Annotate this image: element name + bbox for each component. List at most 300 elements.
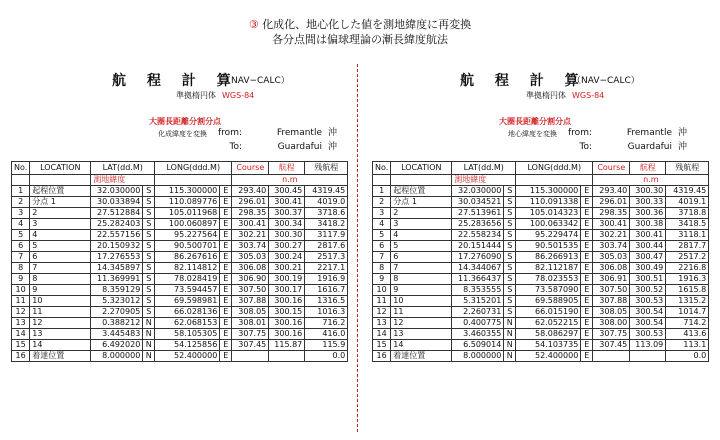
row-distance: 300.52 — [630, 285, 666, 296]
row-ns: S — [143, 263, 155, 274]
row-long: 78.028419 — [155, 274, 220, 285]
col-header-no: No. — [373, 162, 391, 175]
row-lat: 17.276090 — [452, 252, 504, 263]
table-row — [373, 219, 709, 230]
row-course: 306.90 — [232, 274, 269, 285]
method-label: 大圏長距離分割分点 — [499, 117, 571, 126]
subheader-blank — [516, 175, 593, 186]
row-lat: 6.509014 — [452, 340, 504, 351]
row-ew: E — [581, 219, 593, 230]
col-header-lat: LAT(dd.M) — [452, 162, 516, 175]
table-row — [12, 186, 348, 197]
table-row — [373, 296, 709, 307]
row-no: 2 — [12, 197, 30, 208]
row-no: 1 — [373, 186, 391, 197]
row-distance — [630, 351, 666, 362]
row-ns: S — [504, 241, 516, 252]
row-long: 58.086297 — [516, 329, 581, 340]
row-lat: 25.283656 — [452, 219, 504, 230]
row-long: 90.500701 — [155, 241, 220, 252]
row-no: 2 — [373, 197, 391, 208]
row-location: 13 — [30, 329, 91, 340]
row-long: 66.015190 — [516, 307, 581, 318]
row-no: 14 — [12, 329, 30, 340]
row-remaining: 1916.3 — [666, 274, 709, 285]
row-ew: E — [581, 263, 593, 274]
col-header-remaining: 残航程 — [666, 162, 709, 175]
row-course: 306.08 — [593, 263, 630, 274]
subheader-lat: 測地緯度 — [91, 175, 155, 186]
row-ew: E — [220, 340, 232, 351]
row-course: 303.74 — [232, 241, 269, 252]
row-ew: E — [220, 219, 232, 230]
row-no: 14 — [373, 329, 391, 340]
row-location: 7 — [30, 263, 91, 274]
row-ns: S — [504, 219, 516, 230]
datum-line — [526, 90, 604, 101]
col-header-remaining: 残航程 — [305, 162, 348, 175]
row-lat: 27.512884 — [91, 208, 143, 219]
row-distance: 300.45 — [269, 186, 305, 197]
row-distance: 300.27 — [269, 241, 305, 252]
row-long: 82.114812 — [155, 263, 220, 274]
row-location: 9 — [391, 285, 452, 296]
to-line — [562, 139, 687, 152]
row-distance: 300.54 — [630, 307, 666, 318]
row-location: 10 — [30, 296, 91, 307]
col-header-lat: LAT(dd.M) — [91, 162, 155, 175]
step-number: ③ — [248, 18, 259, 31]
table-row — [373, 329, 709, 340]
subheader-blank — [30, 175, 91, 186]
row-ns: S — [504, 208, 516, 219]
from-label: from: — [218, 128, 242, 138]
row-long: 86.266913 — [516, 252, 581, 263]
row-no: 3 — [373, 208, 391, 219]
row-distance: 300.53 — [630, 296, 666, 307]
row-ns: S — [504, 186, 516, 197]
row-no: 7 — [12, 252, 30, 263]
row-remaining: 3118.1 — [666, 230, 709, 241]
col-header-course: Course — [232, 162, 269, 175]
from-label: from: — [568, 128, 592, 138]
row-lat: 5.315201 — [452, 296, 504, 307]
table-row — [373, 241, 709, 252]
row-ew: E — [581, 318, 593, 329]
row-ew: E — [220, 263, 232, 274]
row-long: 58.105305 — [155, 329, 220, 340]
row-distance: 300.41 — [269, 197, 305, 208]
row-ns: S — [504, 263, 516, 274]
row-long: 69.598981 — [155, 296, 220, 307]
table-header-row — [12, 162, 348, 175]
row-ew: E — [581, 307, 593, 318]
datum-line — [176, 90, 254, 101]
row-course: 305.03 — [232, 252, 269, 263]
page-divider — [357, 64, 358, 432]
row-no: 7 — [373, 252, 391, 263]
row-long: 110.089776 — [155, 197, 220, 208]
to-suffix: 沖 — [678, 142, 688, 152]
row-distance: 300.16 — [269, 318, 305, 329]
table-subheader-row — [373, 175, 709, 186]
panel-title: 航 程 計 算 — [112, 73, 239, 89]
nav-calc-label: （NAV−CALC） — [572, 76, 640, 86]
row-distance: 300.33 — [630, 197, 666, 208]
row-course: 307.75 — [232, 329, 269, 340]
row-distance: 300.36 — [630, 208, 666, 219]
row-remaining: 3418.2 — [305, 219, 348, 230]
row-course: 308.01 — [232, 318, 269, 329]
col-header-long: LONG(ddd.M) — [516, 162, 593, 175]
row-long: 115.300000 — [155, 186, 220, 197]
row-no: 3 — [12, 208, 30, 219]
row-long: 105.014323 — [516, 208, 581, 219]
row-remaining: 4019.1 — [666, 197, 709, 208]
subheader-blank — [373, 175, 391, 186]
row-no: 8 — [12, 263, 30, 274]
col-header-no: No. — [12, 162, 30, 175]
row-remaining: 4319.45 — [305, 186, 348, 197]
row-lat: 8.359129 — [91, 285, 143, 296]
row-long: 73.594457 — [155, 285, 220, 296]
row-distance: 300.44 — [630, 241, 666, 252]
row-location: 7 — [391, 263, 452, 274]
table-row — [373, 351, 709, 362]
table-row — [373, 274, 709, 285]
subheader-lat: 測地緯度 — [452, 175, 516, 186]
row-remaining: 3718.8 — [666, 208, 709, 219]
row-ns: S — [504, 197, 516, 208]
row-ew: E — [220, 241, 232, 252]
row-ew: E — [581, 186, 593, 197]
row-long: 100.060897 — [155, 219, 220, 230]
row-remaining: 2216.8 — [666, 263, 709, 274]
panel-title: 航 程 計 算 — [460, 73, 587, 89]
row-remaining: 1615.8 — [666, 285, 709, 296]
table-row — [12, 340, 348, 351]
row-distance: 300.53 — [630, 329, 666, 340]
row-ew: E — [581, 351, 593, 362]
row-distance: 300.19 — [269, 274, 305, 285]
row-no: 4 — [12, 219, 30, 230]
row-location: 2 — [30, 208, 91, 219]
row-ew: E — [220, 285, 232, 296]
to-line — [212, 139, 337, 152]
subheader-unit: n.m — [593, 175, 709, 186]
from-place: Fremantle — [626, 128, 672, 138]
subheader-blank — [391, 175, 452, 186]
row-course: 307.88 — [232, 296, 269, 307]
row-ns: S — [143, 307, 155, 318]
header-line-2: 各分点間は偏球理論の漸長緯度航法 — [272, 33, 448, 46]
row-ns: S — [143, 274, 155, 285]
row-distance: 300.16 — [269, 329, 305, 340]
row-long: 73.587090 — [516, 285, 581, 296]
row-course: 300.41 — [593, 219, 630, 230]
row-course: 308.00 — [593, 318, 630, 329]
row-location: 8 — [30, 274, 91, 285]
row-distance — [269, 351, 305, 362]
row-long: 86.267616 — [155, 252, 220, 263]
row-distance: 300.30 — [630, 186, 666, 197]
row-ns: N — [143, 340, 155, 351]
row-no: 12 — [12, 307, 30, 318]
row-remaining: 1014.7 — [666, 307, 709, 318]
row-ns: S — [143, 252, 155, 263]
row-no: 8 — [373, 263, 391, 274]
subheader-blank — [12, 175, 30, 186]
row-no: 5 — [373, 230, 391, 241]
row-ns: S — [143, 285, 155, 296]
table-subheader-row — [12, 175, 348, 186]
route-table — [372, 161, 709, 362]
row-distance: 300.30 — [269, 230, 305, 241]
method-label: 大圏長距離分割分点 — [149, 117, 221, 126]
row-course: 296.01 — [593, 197, 630, 208]
row-course: 293.40 — [232, 186, 269, 197]
row-ns: N — [504, 329, 516, 340]
row-lat: 8.353555 — [452, 285, 504, 296]
row-lat: 3.445483 — [91, 329, 143, 340]
row-long: 110.091338 — [516, 197, 581, 208]
row-remaining: 1316.5 — [305, 296, 348, 307]
subheader-unit: n.m — [232, 175, 348, 186]
row-location: 5 — [30, 241, 91, 252]
row-location: 10 — [391, 296, 452, 307]
row-ns: S — [504, 296, 516, 307]
row-ew: E — [581, 285, 593, 296]
row-course: 307.88 — [593, 296, 630, 307]
row-no: 13 — [12, 318, 30, 329]
row-no: 11 — [12, 296, 30, 307]
row-ew: E — [220, 307, 232, 318]
row-course: 308.05 — [232, 307, 269, 318]
table-row — [12, 241, 348, 252]
row-ew: E — [581, 329, 593, 340]
table-row — [12, 285, 348, 296]
row-lat: 32.030000 — [91, 186, 143, 197]
row-ns: N — [143, 351, 155, 362]
row-course: 303.74 — [593, 241, 630, 252]
row-location: 8 — [391, 274, 452, 285]
row-ew: E — [220, 230, 232, 241]
row-remaining: 2817.6 — [305, 241, 348, 252]
row-ns: N — [504, 318, 516, 329]
table-header-row — [373, 162, 709, 175]
row-remaining: 113.1 — [666, 340, 709, 351]
row-location: 9 — [30, 285, 91, 296]
row-course: 307.75 — [593, 329, 630, 340]
row-long: 52.400000 — [516, 351, 581, 362]
row-ew: E — [220, 208, 232, 219]
row-distance: 300.16 — [269, 296, 305, 307]
row-lat: 30.033894 — [91, 197, 143, 208]
row-location: 3 — [391, 219, 452, 230]
row-location: 6 — [391, 252, 452, 263]
row-ew: E — [220, 274, 232, 285]
row-course — [232, 351, 269, 362]
row-no: 6 — [12, 241, 30, 252]
to-suffix: 沖 — [328, 142, 338, 152]
row-long: 95.227564 — [155, 230, 220, 241]
row-distance: 300.21 — [269, 263, 305, 274]
row-distance: 115.87 — [269, 340, 305, 351]
row-remaining: 1016.3 — [305, 307, 348, 318]
row-long: 66.028136 — [155, 307, 220, 318]
row-location: 3 — [30, 219, 91, 230]
row-long: 105.011968 — [155, 208, 220, 219]
row-course: 296.01 — [232, 197, 269, 208]
table-row — [373, 318, 709, 329]
row-lat: 8.000000 — [91, 351, 143, 362]
row-no: 16 — [373, 351, 391, 362]
row-lat: 22.557156 — [91, 230, 143, 241]
row-course: 300.41 — [232, 219, 269, 230]
row-distance: 300.47 — [630, 252, 666, 263]
col-header-location: LOCATION — [391, 162, 452, 175]
row-ew: E — [581, 340, 593, 351]
row-ns: S — [504, 285, 516, 296]
row-long: 62.052215 — [516, 318, 581, 329]
left-panel — [0, 0, 357, 440]
row-location: 4 — [391, 230, 452, 241]
row-long: 52.400000 — [155, 351, 220, 362]
row-long: 54.103735 — [516, 340, 581, 351]
row-distance: 300.51 — [630, 274, 666, 285]
from-suffix: 沖 — [328, 128, 338, 138]
row-distance: 300.54 — [630, 318, 666, 329]
row-lat: 22.558234 — [452, 230, 504, 241]
row-location: 起程位置 — [30, 186, 91, 197]
row-long: 78.023553 — [516, 274, 581, 285]
row-course: 293.40 — [593, 186, 630, 197]
row-ew: E — [220, 296, 232, 307]
row-lat: 30.034521 — [452, 197, 504, 208]
row-lat: 32.030000 — [452, 186, 504, 197]
row-lat: 14.345897 — [91, 263, 143, 274]
row-no: 4 — [373, 219, 391, 230]
row-distance: 300.49 — [630, 263, 666, 274]
row-lat: 5.323012 — [91, 296, 143, 307]
row-long: 115.300000 — [516, 186, 581, 197]
row-lat: 14.344067 — [452, 263, 504, 274]
row-course: 308.05 — [593, 307, 630, 318]
row-ns: S — [504, 274, 516, 285]
row-location: 14 — [391, 340, 452, 351]
row-location: 5 — [391, 241, 452, 252]
row-lat: 25.282403 — [91, 219, 143, 230]
table-row — [12, 197, 348, 208]
to-place: Guardafui — [277, 142, 322, 152]
row-lat: 2.270905 — [91, 307, 143, 318]
row-lat: 20.150932 — [91, 241, 143, 252]
row-location: 4 — [30, 230, 91, 241]
row-remaining: 3117.9 — [305, 230, 348, 241]
row-ew: E — [581, 274, 593, 285]
row-location: 14 — [30, 340, 91, 351]
row-course: 302.21 — [593, 230, 630, 241]
row-remaining: 2217.1 — [305, 263, 348, 274]
row-no: 6 — [373, 241, 391, 252]
row-remaining: 2817.7 — [666, 241, 709, 252]
row-ns: S — [143, 197, 155, 208]
row-lat: 20.151444 — [452, 241, 504, 252]
row-lat: 0.388212 — [91, 318, 143, 329]
from-line — [212, 125, 337, 138]
row-location: 11 — [391, 307, 452, 318]
row-no: 16 — [12, 351, 30, 362]
row-remaining: 714.2 — [666, 318, 709, 329]
right-panel — [360, 0, 720, 440]
row-no: 5 — [12, 230, 30, 241]
col-header-heading: 航程 — [630, 162, 666, 175]
row-location: 6 — [30, 252, 91, 263]
row-remaining: 4319.45 — [666, 186, 709, 197]
row-course: 302.21 — [232, 230, 269, 241]
datum-value: WGS-84 — [222, 91, 255, 100]
table-row — [12, 307, 348, 318]
row-ns: S — [143, 186, 155, 197]
row-no: 11 — [373, 296, 391, 307]
row-course: 306.91 — [593, 274, 630, 285]
row-lat: 3.460355 — [452, 329, 504, 340]
row-course: 305.03 — [593, 252, 630, 263]
row-course: 307.45 — [593, 340, 630, 351]
row-ns: N — [504, 351, 516, 362]
header-text-1: 化成化、地心化した値を測地緯度に再変換 — [262, 18, 472, 31]
row-long: 82.112187 — [516, 263, 581, 274]
row-no: 15 — [12, 340, 30, 351]
row-course: 307.45 — [232, 340, 269, 351]
row-distance: 300.17 — [269, 285, 305, 296]
row-ew: E — [220, 351, 232, 362]
conversion-label: 地心緯度を変換 — [508, 130, 557, 138]
table-row — [12, 219, 348, 230]
row-lat: 11.366437 — [452, 274, 504, 285]
row-ew: E — [581, 197, 593, 208]
col-header-long: LONG(ddd.M) — [155, 162, 232, 175]
row-location: 11 — [30, 307, 91, 318]
row-ns: S — [143, 230, 155, 241]
row-lat: 11.369991 — [91, 274, 143, 285]
row-location: 13 — [391, 329, 452, 340]
row-long: 90.501535 — [516, 241, 581, 252]
table-row — [12, 318, 348, 329]
row-location: 12 — [391, 318, 452, 329]
row-lat: 6.492020 — [91, 340, 143, 351]
row-ew: E — [581, 241, 593, 252]
row-ns: S — [504, 252, 516, 263]
row-distance: 300.24 — [269, 252, 305, 263]
datum-label: 準拠楕円体 — [176, 91, 216, 100]
table-row — [12, 230, 348, 241]
table-row — [373, 285, 709, 296]
row-ew: E — [581, 230, 593, 241]
row-remaining: 2517.3 — [305, 252, 348, 263]
subheader-blank — [155, 175, 232, 186]
datum-value: WGS-84 — [572, 91, 605, 100]
col-header-location: LOCATION — [30, 162, 91, 175]
row-ns: S — [143, 208, 155, 219]
row-remaining: 413.6 — [666, 329, 709, 340]
row-lat: 17.276553 — [91, 252, 143, 263]
table-row — [373, 263, 709, 274]
row-location: 分点 1 — [391, 197, 452, 208]
table-row — [12, 208, 348, 219]
row-location: 着達位置 — [391, 351, 452, 362]
row-ns: N — [504, 340, 516, 351]
